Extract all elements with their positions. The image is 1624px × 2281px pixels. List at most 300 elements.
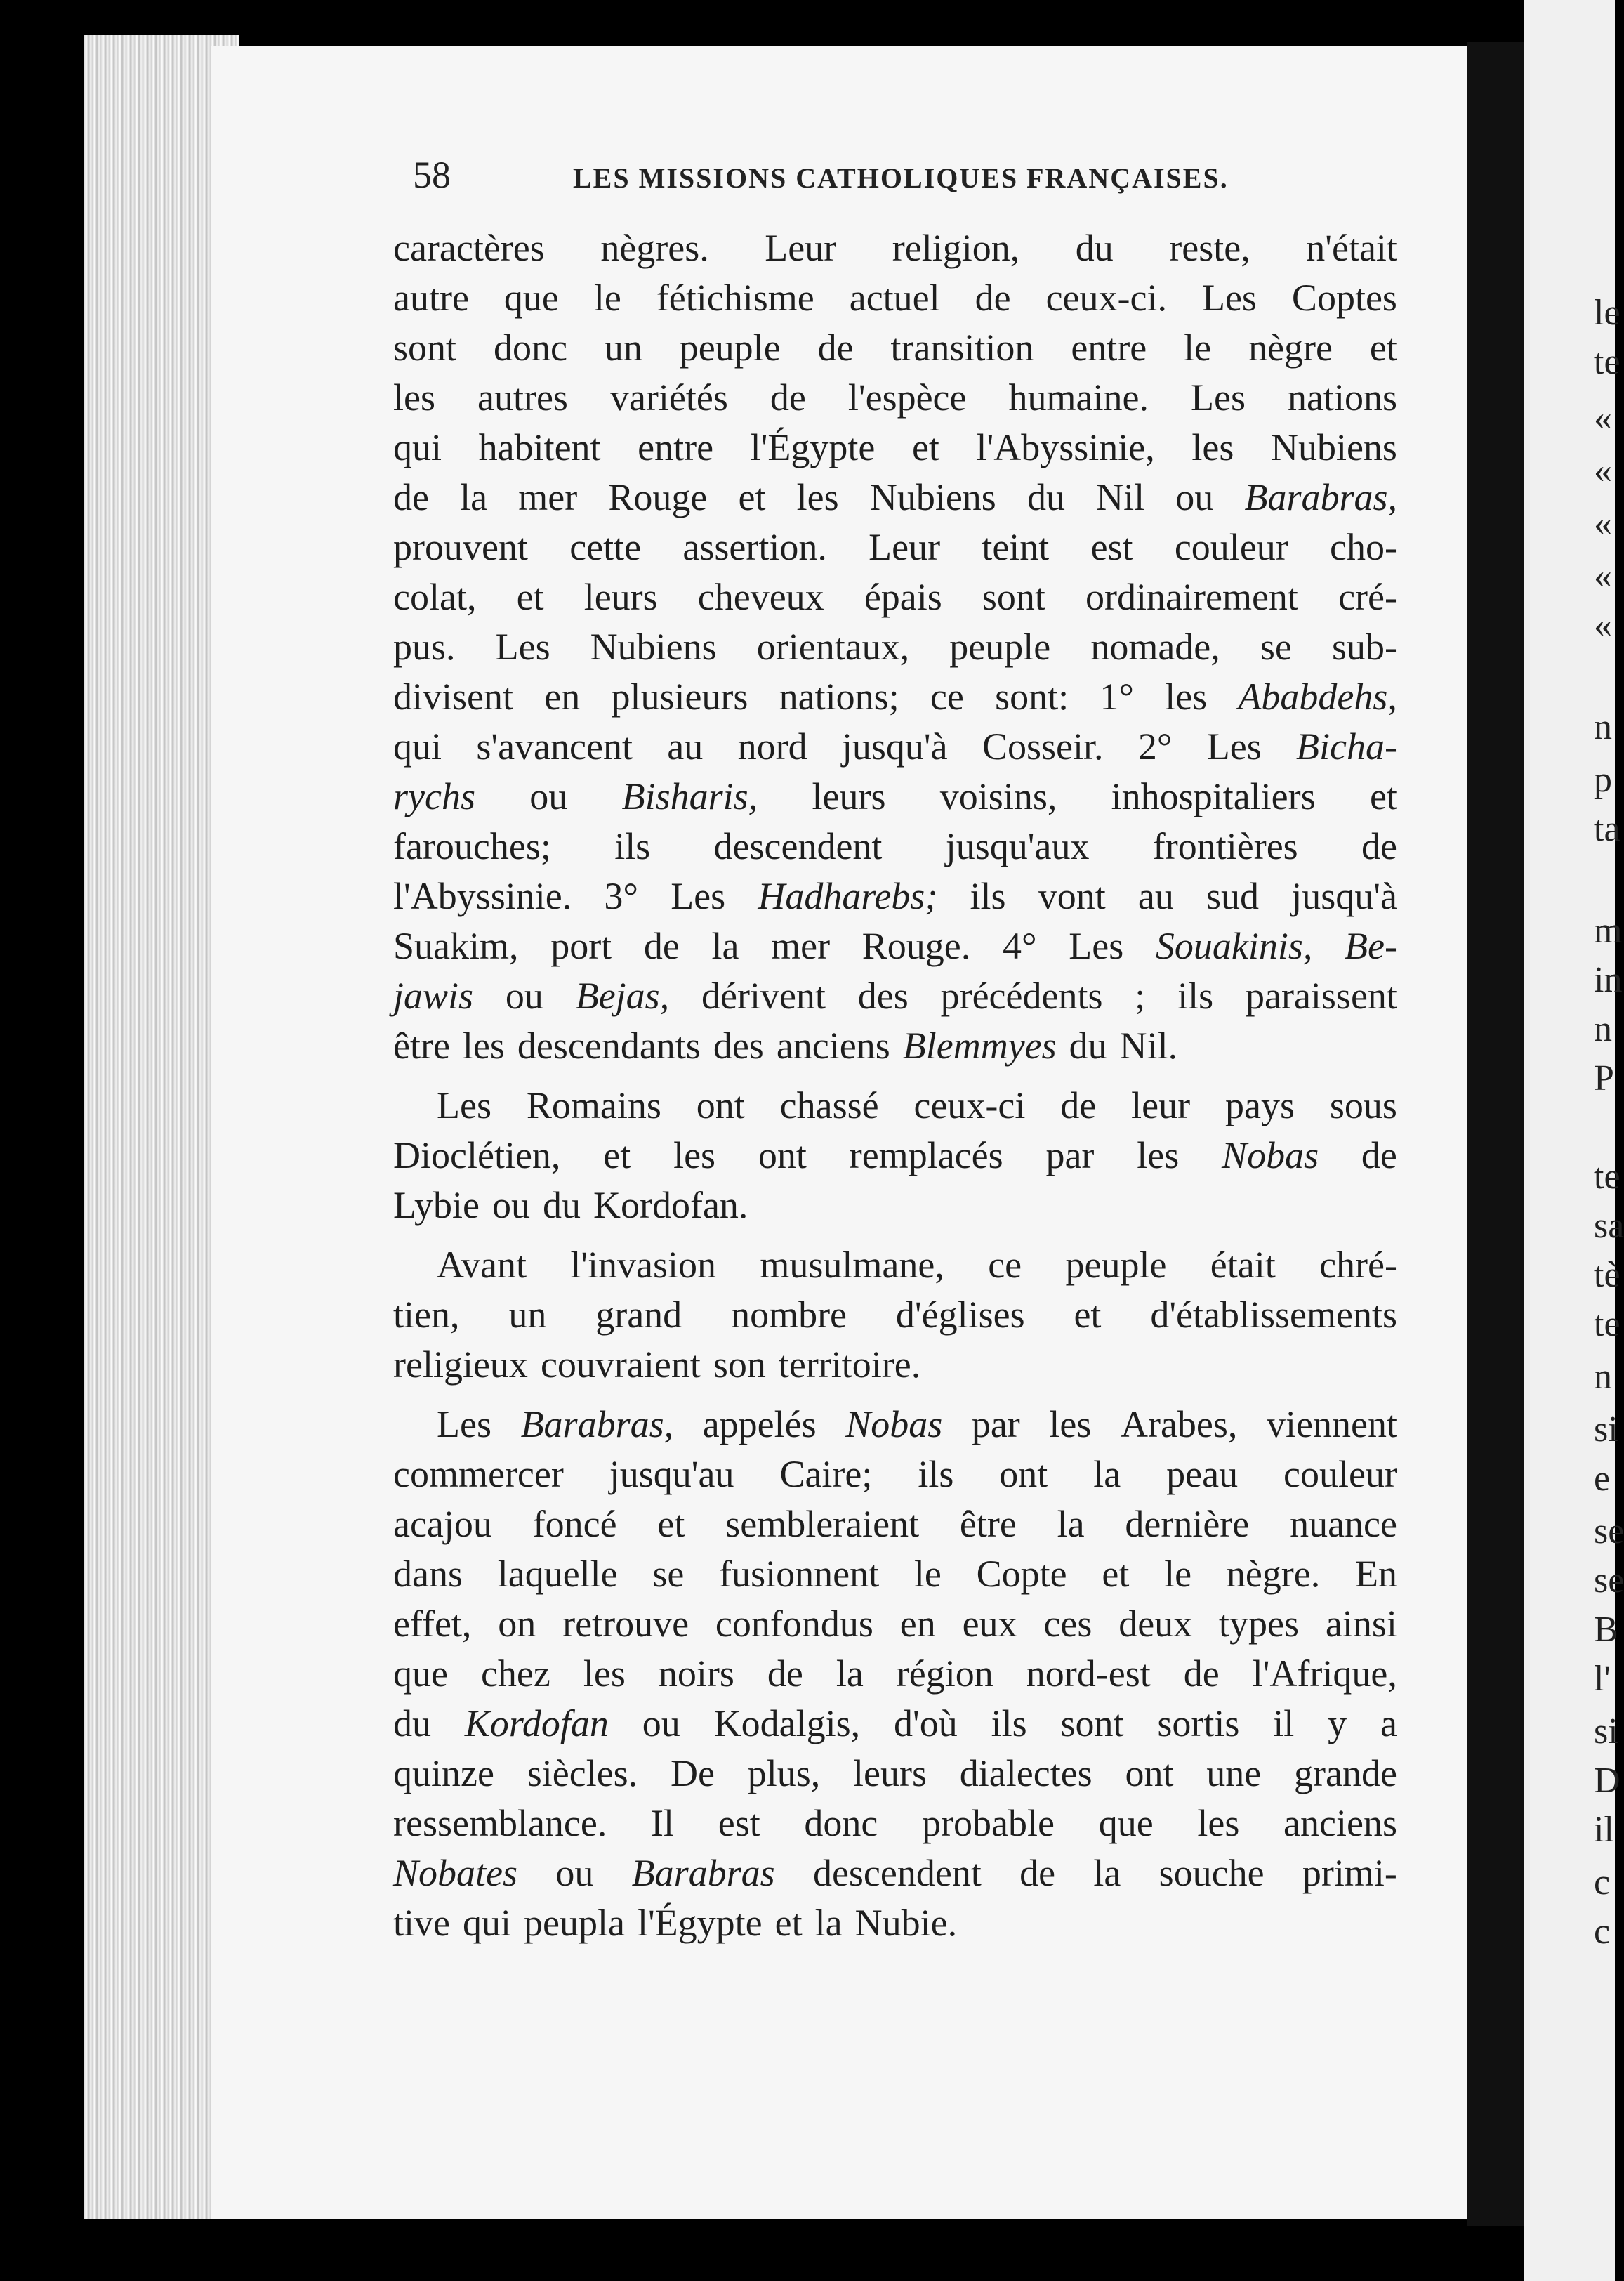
text-line [393,1848,1397,1898]
text-line [393,772,1397,822]
word: et [1369,775,1397,817]
word: Les [671,875,726,917]
word: dernière [1125,1503,1250,1545]
facing-page-fragment: ta [1594,809,1620,849]
word: 4° [1002,925,1037,967]
text-line [393,223,1397,273]
facing-page-fragment: « [1594,451,1612,491]
text-line [393,473,1397,522]
text-line [393,423,1397,473]
word: remplacés [849,1134,1003,1176]
word: Nobas [1222,1134,1319,1176]
word: et [657,1503,685,1545]
word: Bicha- [1296,725,1397,768]
word: se [652,1553,685,1595]
word: Leur [869,526,941,568]
word: ils [918,1453,954,1495]
word: nègres. [600,227,709,269]
word: actuel [849,277,940,319]
word: assertion. [682,526,827,568]
word: Nil [1096,476,1145,518]
word: teint [982,526,1050,568]
word: de [1019,1852,1056,1894]
word: transition [890,327,1034,369]
word: Kordofan [464,1702,609,1744]
word: a [1380,1702,1397,1744]
text-line [393,572,1397,622]
facing-page-fragment: e [1594,1459,1611,1499]
word: un [508,1294,547,1336]
word: ordinairement [1085,576,1298,618]
word: viennent [1267,1403,1397,1445]
word: Nil. [1119,1025,1178,1067]
word: ainsi [1325,1603,1397,1645]
text-line [393,273,1397,323]
word: laquelle [497,1553,618,1595]
word: des [857,975,909,1017]
word: pus. [393,626,456,668]
word: reste, [1169,227,1250,269]
facing-page-fragment: se [1594,1560,1624,1600]
word: les [1137,1134,1180,1176]
word: ou [642,1702,680,1744]
word: Kodalgis, [713,1702,861,1744]
word: paraissent [1246,975,1397,1017]
word: grand [595,1294,682,1336]
word: Suakim, [393,925,519,967]
running-head-title: LES MISSIONS CATHOLIQUES FRANÇAISES. [573,162,1229,194]
facing-page-fragment: n [1594,1009,1612,1049]
word: nomade, [1090,626,1220,668]
word: rychs [393,775,475,817]
word: nuance [1290,1503,1397,1545]
word: leurs [853,1752,927,1794]
word: au [1137,875,1174,917]
text-line [393,822,1397,872]
word: l'Égypte [750,426,876,468]
word: Be- [1345,925,1397,967]
facing-page-fragment: B [1594,1610,1618,1650]
word: donc [804,1802,878,1844]
word: eux [962,1603,1017,1645]
word: d'établissements [1150,1294,1397,1336]
word: les [462,1025,505,1067]
facing-page-fragment: sa [1594,1206,1624,1246]
word: peuple [679,327,781,369]
word: pays [1224,1084,1295,1126]
word: Bejas, [575,975,670,1017]
word: était [1210,1244,1276,1286]
word: entre [638,426,714,468]
word: et [1369,327,1397,369]
word: le [1184,327,1212,369]
page-number: 58 [413,154,451,196]
text-line [393,1450,1397,1499]
word: du [1026,476,1065,518]
word: 1° [1100,676,1134,718]
word: chez [480,1652,550,1695]
word: son [713,1343,766,1386]
word: de [767,1652,803,1695]
word: et [1074,1294,1102,1336]
word: couvraient [540,1343,701,1386]
word: qui [462,1902,511,1944]
word: entre [1071,327,1147,369]
word: du [1069,1025,1107,1067]
facing-page-fragment: l' [1594,1659,1611,1699]
word: l'Abyssinie. [393,875,572,917]
word: Arabes, [1120,1403,1238,1445]
word: épais [864,576,942,618]
word: est [718,1802,760,1844]
word: Leur [765,227,837,269]
word: du [1075,227,1114,269]
word: types [1219,1603,1300,1645]
word: confondus [715,1603,873,1645]
word: Barabras, [1244,476,1397,518]
word: il [1273,1702,1295,1744]
word: inhospitaliers [1111,775,1316,817]
word: habitent [478,426,601,468]
word: et [1102,1553,1130,1595]
facing-page-fragment: te [1594,1157,1620,1197]
word: Caire; [779,1453,873,1495]
word: ont [758,1134,807,1176]
word: vont [1038,875,1106,917]
text-line [393,971,1397,1021]
word: le [593,277,621,319]
word: une [1206,1752,1262,1794]
facing-page-fragment: tè [1594,1255,1620,1295]
facing-page-fragment: te [1594,342,1620,382]
facing-page-fragment: in [1594,960,1623,1000]
word: Romains [526,1084,661,1126]
word: ont [696,1084,745,1126]
text-line [393,1240,1397,1290]
word: la [814,1902,843,1944]
word: ils [991,1702,1027,1744]
word: plus, [747,1752,821,1794]
facing-page-fragment: « [1594,556,1612,596]
word: être [959,1503,1017,1545]
word: les [1049,1403,1092,1445]
word: de [1183,1652,1220,1695]
word: qui [393,725,442,768]
word: les [796,476,839,518]
facing-page-fragment: si [1594,1409,1618,1450]
word: la [460,476,488,518]
text-line [393,1649,1397,1699]
word: primi- [1302,1852,1397,1894]
word: être [393,1025,450,1067]
word: divisent [393,676,513,718]
body-text [393,223,1397,1948]
word: jusqu'au [609,1453,734,1495]
word: sont [982,576,1045,618]
facing-page-fragment: P [1594,1058,1614,1098]
word: peuple [949,626,1051,668]
word: précédents [940,975,1103,1017]
facing-page-fragment: si [1594,1711,1618,1751]
word: les [1165,676,1208,718]
word: se [1260,626,1292,668]
word: est [1090,526,1133,568]
word: s'avancent [476,725,633,768]
text-line [393,1699,1397,1749]
word: nations [1287,376,1397,419]
word: fusionnent [719,1553,880,1595]
facing-page-fragment: p [1594,760,1612,800]
word: De [670,1752,715,1794]
word: la [1057,1503,1085,1545]
facing-page-fragment: c [1594,1912,1611,1952]
facing-page-fragment: n [1594,707,1612,747]
text-line [393,1599,1397,1649]
text-line [393,872,1397,921]
word: la [836,1652,864,1695]
word: Coptes [1291,277,1397,319]
word: musulmane, [760,1244,944,1286]
word: ceux-ci [913,1084,1026,1126]
text-line [393,522,1397,572]
word: Les [1201,277,1257,319]
word: voisins, [939,775,1057,817]
word: 3° [604,875,639,917]
word: probable [922,1802,1055,1844]
word: ces [1043,1603,1092,1645]
word: autre [393,277,469,319]
word: au [667,725,704,768]
word: et [774,1902,803,1944]
word: ou [529,775,568,817]
word: dans [393,1553,463,1595]
word: cheveux [697,576,824,618]
word: Barabras, [520,1403,674,1445]
word: peuple [1065,1244,1167,1286]
word: grande [1294,1752,1397,1794]
word: Nubiens [1270,426,1397,468]
facing-page-fragment: « [1594,398,1612,438]
word: descendent [812,1852,982,1894]
word: quinze [393,1752,494,1794]
text-line [393,722,1397,772]
word: variétés [609,376,728,419]
word: de [1060,1084,1097,1126]
facing-page-fragment: D [1594,1761,1620,1801]
text-line [393,1549,1397,1599]
word: en [544,676,581,718]
word: Les [437,1403,491,1445]
text-line [393,1340,1397,1390]
word: par [1045,1134,1095,1176]
word: ont [999,1453,1048,1495]
word: jusqu'à [841,725,948,768]
word: caractères [393,227,545,269]
word: un [604,327,642,369]
word: mer [771,925,831,967]
word: ou [1175,476,1214,518]
text-line [393,1499,1397,1549]
word: Blemmyes [902,1025,1057,1067]
word: nord [737,725,807,768]
word: les [673,1134,716,1176]
word: anciens [1283,1802,1397,1844]
word: autres [477,376,568,419]
word: donc [493,327,567,369]
word: leur [1131,1084,1191,1126]
word: siècles. [527,1752,638,1794]
word: nations; [779,676,899,718]
word: Kordofan. [593,1184,748,1226]
word: tien, [393,1294,460,1336]
word: appelés [702,1403,817,1445]
word: sont [393,327,457,369]
word: de [817,327,854,369]
word: dialectes [959,1752,1092,1794]
word: noirs [658,1652,734,1695]
facing-page-fragment: c [1594,1862,1611,1902]
word: Les [495,626,550,668]
word: du [393,1702,431,1744]
word: sortis [1157,1702,1240,1744]
word: la [1093,1453,1121,1495]
word: et [516,576,544,618]
word: couleur [1283,1453,1397,1495]
word: cette [569,526,642,568]
word: et [738,476,766,518]
word: ou [491,1184,530,1226]
word: port [550,925,612,967]
word: descendent [713,825,883,867]
word: farouches; [393,825,551,867]
word: anciens [776,1025,890,1067]
word: de [975,277,1011,319]
word: jusqu'aux [945,825,1090,867]
word: l'espèce [847,376,967,419]
book-gutter [1467,42,1524,2226]
facing-page-fragment: se [1594,1511,1624,1551]
text-line [393,1021,1397,1071]
word: En [1355,1553,1397,1595]
word: humaine. [1008,376,1149,419]
word: sembleraient [725,1503,920,1545]
text-line [393,672,1397,722]
word: les [1197,1802,1240,1844]
word: peupla [524,1902,625,1944]
word: ils [970,875,1006,917]
facing-page-fragment: « [1594,504,1612,544]
word: chassé [779,1084,879,1126]
text-line [393,1898,1397,1948]
word: Lybie [393,1184,480,1226]
text-line [393,373,1397,423]
word: commercer [393,1453,564,1495]
word: Il [651,1802,675,1844]
word: l'Égypte [637,1902,763,1944]
word: ; [1135,975,1146,1017]
word: Les [437,1084,491,1126]
text-line [393,1799,1397,1848]
word: cho- [1330,526,1397,568]
word: plusieurs [611,676,748,718]
word: Rouge. [861,925,971,967]
text-line [393,1131,1397,1181]
word: les [1191,426,1234,468]
word: Nobates [393,1852,518,1894]
word: Cosseir. [982,725,1104,768]
word: frontières [1152,825,1298,867]
text-line [393,323,1397,373]
word: souche [1158,1852,1265,1894]
word: et [911,426,939,468]
word: Ababdehs, [1238,676,1397,718]
facing-page-fragment: il [1594,1810,1614,1850]
word: ou [555,1852,594,1894]
word: l'Abyssinie, [976,426,1155,468]
word: et [603,1134,631,1176]
text-line [393,1181,1397,1230]
word: qui [393,426,442,468]
word: le [1164,1553,1192,1595]
word: sous [1329,1084,1397,1126]
word: peau [1166,1453,1239,1495]
text-line [393,622,1397,672]
word: colat, [393,576,477,618]
word: la [711,925,739,967]
word: de [1361,1134,1397,1176]
word: dérivent [701,975,826,1017]
word: de [643,925,680,967]
word: la [1093,1852,1121,1894]
word: sub- [1331,626,1397,668]
word: des [713,1025,764,1067]
word: jusqu'à [1291,875,1397,917]
word: que [503,277,559,319]
word: leurs [583,576,658,618]
word: d'églises [895,1294,1025,1336]
word: Dioclétien, [393,1134,561,1176]
word: y [1328,1702,1347,1744]
word: ils [614,825,651,867]
text-line [393,1290,1397,1340]
word: ils [1177,975,1214,1017]
word: ont [1125,1752,1174,1794]
word: ou [505,975,543,1017]
word: du [542,1184,581,1226]
word: religieux [393,1343,528,1386]
word: Barabras [631,1852,775,1894]
word: on [498,1603,536,1645]
word: l'Afrique, [1252,1652,1397,1695]
word: cré- [1338,576,1397,618]
text-line [393,1400,1397,1450]
word: prouvent [393,526,528,568]
facing-page-fragment: te [1594,1304,1620,1344]
running-head [413,153,1241,202]
word: 2° [1137,725,1173,768]
word: n'était [1306,227,1397,269]
word: Nubiens [869,476,996,518]
word: couleur [1174,526,1288,568]
word: fétichisme [656,277,814,319]
word: religion, [892,227,1020,269]
word: que [393,1652,448,1695]
word: foncé [532,1503,617,1545]
text-line [393,1749,1397,1799]
word: Bisharis, [621,775,758,817]
word: en [899,1603,936,1645]
word: sud [1206,875,1260,917]
